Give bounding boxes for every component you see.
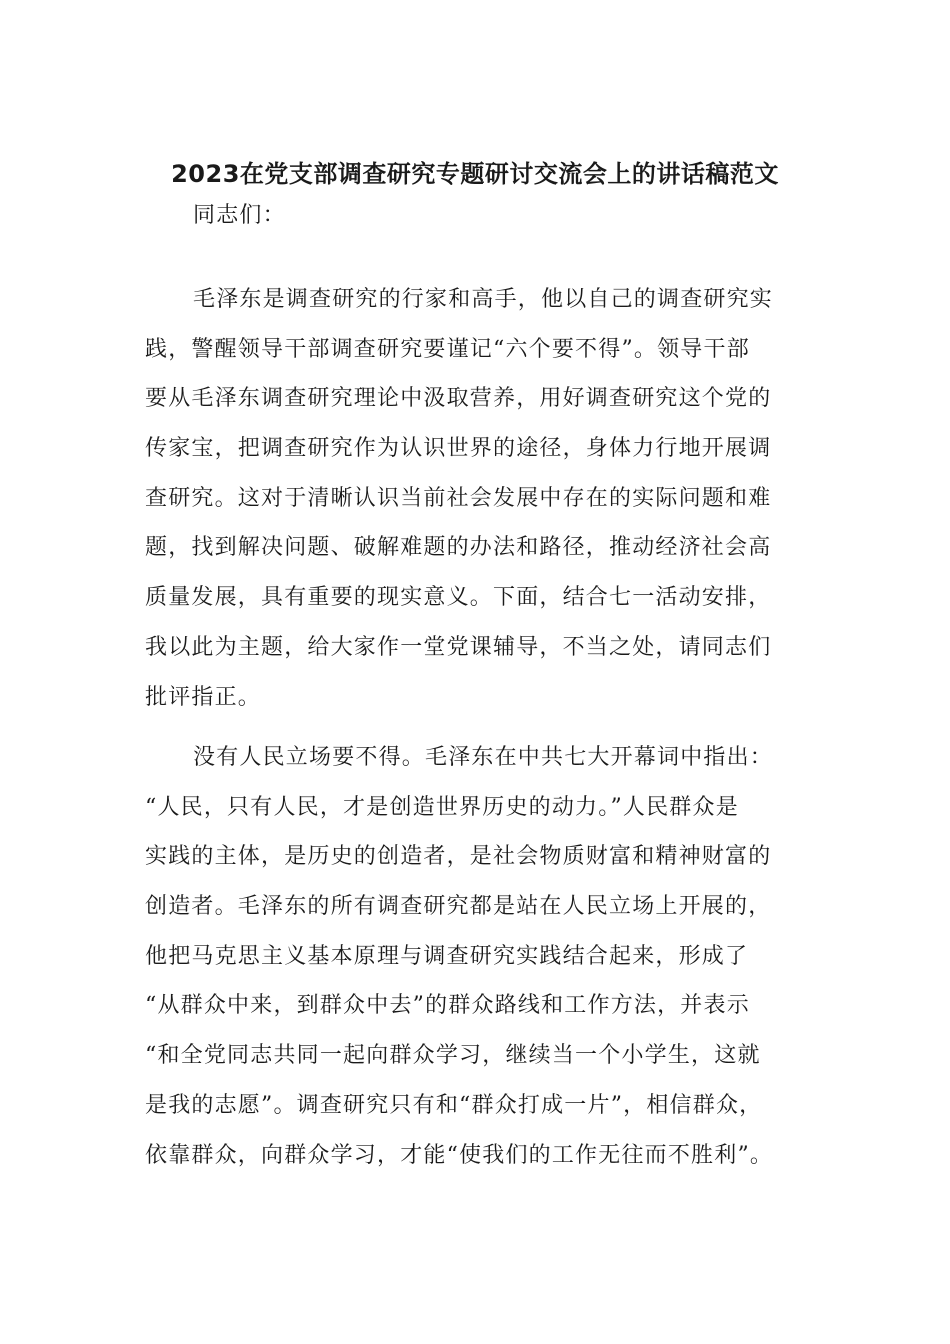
document-title: 2023在党支部调查研究专题研讨交流会上的讲话稿范文: [171, 160, 779, 188]
paragraph-line: 是我的志愿”。调查研究只有和“群众打成一片”，相信群众，: [145, 1092, 763, 1118]
paragraph-line: 毛泽东是调查研究的行家和高手，他以自己的调查研究实: [193, 287, 774, 312]
paragraph-line: 传家宝，把调查研究作为认识世界的途径，身体力行地开展调: [145, 436, 772, 462]
paragraph-line: 没有人民立场要不得。毛泽东在中共七大开幕词中指出：: [193, 745, 774, 770]
paragraph-line: “从群众中来，到群众中去”的群众路线和工作方法，并表示: [145, 993, 750, 1019]
paragraph-line: 题，找到解决问题、破解难题的办法和路径，推动经济社会高: [145, 535, 772, 561]
paragraph-2: [145, 733, 813, 1180]
paragraph-line: 践，警醒领导干部调查研究要谨记“六个要不得”。领导干部: [145, 336, 750, 362]
paragraph-line: 我以此为主题，给大家作一堂党课辅导，不当之处，请同志们: [145, 634, 772, 660]
paragraph-line: 批评指正。: [145, 684, 262, 710]
greeting-line: 同志们：: [193, 203, 286, 228]
paragraph-line: 依靠群众，向群众学习，才能“使我们的工作无往而不胜利”。: [145, 1142, 774, 1168]
paragraph-line: “和全党同志共同一起向群众学习，继续当一个小学生，这就: [145, 1043, 761, 1069]
paragraph-line: 质量发展，具有重要的现实意义。下面，结合七一活动安排，: [145, 585, 772, 611]
paragraph-line: “人民，只有人民，才是创造世界历史的动力。”人民群众是: [145, 794, 739, 820]
paragraph-line: 查研究。这对于清晰认识当前社会发展中存在的实际问题和难: [145, 485, 772, 511]
paragraph-line: 他把马克思主义基本原理与调查研究实践结合起来，形成了: [145, 943, 749, 969]
paragraph-line: 要从毛泽东调查研究理论中汲取营养，用好调查研究这个党的: [145, 386, 772, 412]
paragraph-line: 实践的主体，是历史的创造者，是社会物质财富和精神财富的: [145, 844, 772, 870]
paragraph-1: [145, 275, 813, 722]
greeting: [145, 191, 813, 241]
paragraph-line: 创造者。毛泽东的所有调查研究都是站在人民立场上开展的，: [145, 894, 772, 920]
